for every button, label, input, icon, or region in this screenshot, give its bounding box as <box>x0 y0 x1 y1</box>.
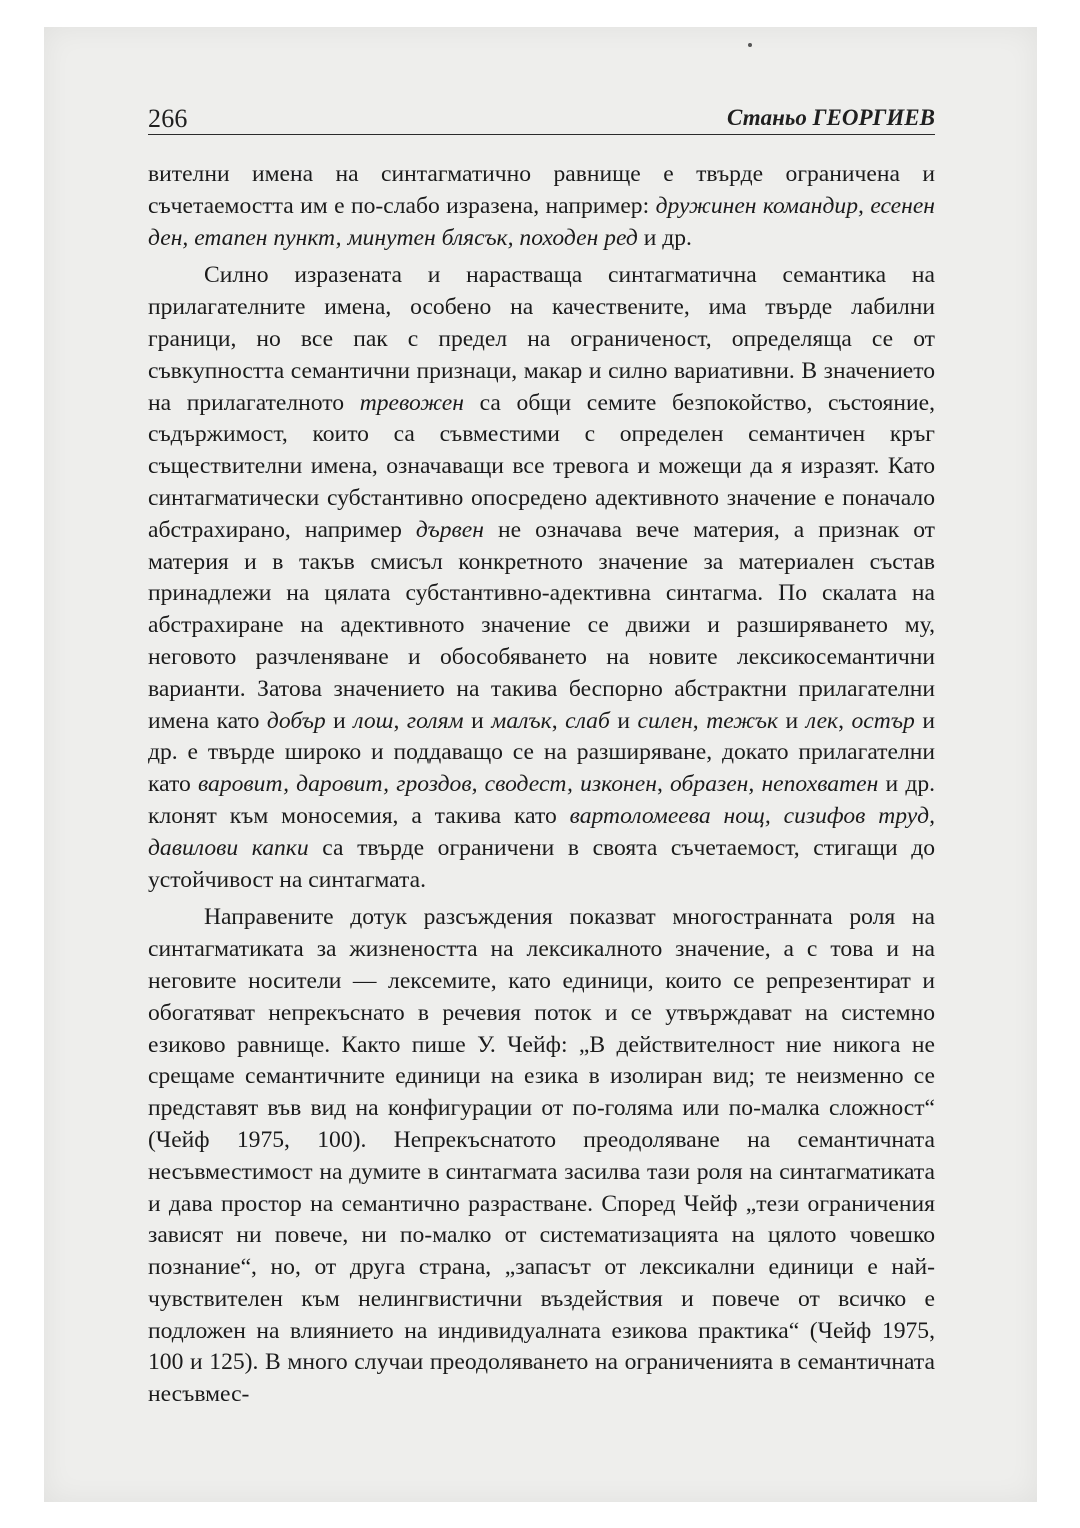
body-text <box>148 159 935 1411</box>
italic-example: лош <box>353 707 394 734</box>
italic-example: слаб <box>565 707 610 734</box>
paragraph <box>148 260 935 896</box>
italic-example: тежък <box>706 707 779 734</box>
text-run: и <box>778 707 806 734</box>
text-run: Силно изразената и нарастваща синтагматична семантика на прилагателните имена, особено на качествените, има твърде лабилни граници, но все пак с предел на ограниченост, определяща се от съвкупността семантични признаци, макар и силно вариативни. В значението на прилагателното <box>148 262 935 416</box>
text-run: и <box>463 707 492 734</box>
text-run: и <box>325 707 354 734</box>
text-run: и др. клонят към моносемия, а такива като <box>148 771 936 829</box>
text-run: и др. <box>637 224 692 251</box>
text-run: и <box>609 707 638 734</box>
italic-example: добър <box>266 707 326 734</box>
text-run: , <box>393 707 407 734</box>
paragraph <box>148 902 935 1411</box>
italic-example: голям <box>406 707 464 734</box>
page-number: 266 <box>148 104 188 133</box>
italic-example: лек <box>805 707 839 734</box>
text-run: са твърде ограничени в своята съчетаемост, стигащи до устойчивост на синтагмата. <box>148 834 935 893</box>
text-run: не означава вече материя, а признак от материя и в такъв смисъл конкретното значение за материален състав принадлежи на цялата субстантивно-адективна синтагма. По скалата на абстрахиране на адективното значение се движи и разширяването му, неговото разчленяване и обособяването на новите лексикосемантични варианти. Затова значението на такива беспорно абстрактни прилагателни имена като <box>148 516 935 734</box>
italic-example: малък <box>491 707 552 734</box>
text-run: Направените дотук разсъждения показват многостранната роля на синтагматиката за жизнеността на лексикалното значение, а с това и на неговите носители — лексемите, като единици, които се репрезентират и обогатяват непрекъснато в речевия поток и се утвърждават на системно езиково равнище. Както пише У. Чейф: „В действителност ние никога не срещаме семантичните единици на езика в изолиран вид; те неизменно се представят във вид на конфигурации от по-голяма или по-малка сложност“ (Чейф 1975, 100). Непрекъснатото преодоляване на семантичната несъвместимост на думите в синтагмата засилва тази роля на синтагматиката и дава простор на семантично разрастване. Според Чейф „тези ограничения зависят ни повече, ни по-малко от систематизацията на цялото човешко познание“, но, от друга страна, „запасът от лексикални единици е най-чувствителен към нелингвистични въздействия и повече от всичко е подложен на влиянието на индивидуалната езикова практика“ (Чейф 1975, 100 и 125). В много случаи преодоляването на ограниченията в семантичната несъвмес- <box>148 904 935 1408</box>
running-head-author: Станьо ГЕОРГИЕВ <box>727 105 935 130</box>
italic-example: образен, непохватен <box>670 771 879 798</box>
text-run: вителни имена на синтагматично равнище е твърде ограничена и съчетаемостта им е по-слабо изразена, например: <box>148 161 935 219</box>
italic-example: вартоломеева нощ, сизифов труд, давилови капки <box>148 802 935 861</box>
text-run: , <box>838 707 852 734</box>
text-run: са общи семите безпокойство, състояние, съдържимост, които са съвместими с определен семантичен кръг съществителни имена, означаващи все тревога и можещи да я изразят. Като синтагматически субстантивно опосредено адективното значение е поначало абстрахирано, например <box>148 389 935 543</box>
italic-example: варовит, даровит, гроздов, сводест, изконен <box>197 771 657 798</box>
paragraph <box>148 159 935 254</box>
scan-speck <box>748 43 752 47</box>
italic-example: силен <box>637 707 693 734</box>
text-run: и др. е твърде широко и поддаващо се на разширяване, докато прилагателни като <box>148 707 935 798</box>
text-run: , <box>656 771 671 798</box>
page-header <box>148 100 935 135</box>
italic-example: тревожен <box>359 389 464 416</box>
italic-example: дървен <box>415 516 484 543</box>
text-run: , <box>692 707 707 734</box>
text-run: , <box>551 707 566 734</box>
italic-example: дружинен командир, есенен ден, етапен пункт, минутен блясък, походен ред <box>148 192 935 251</box>
italic-example: остър <box>851 707 915 734</box>
